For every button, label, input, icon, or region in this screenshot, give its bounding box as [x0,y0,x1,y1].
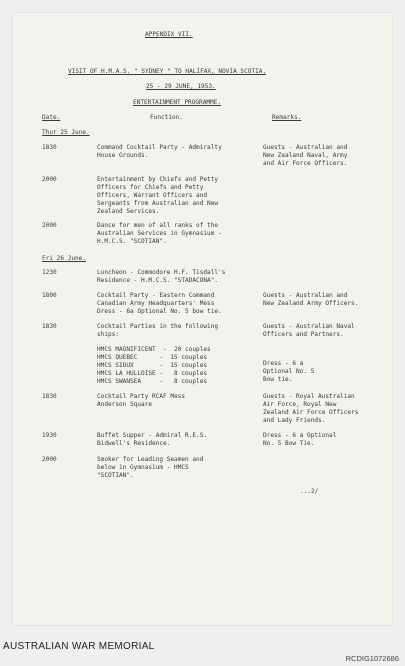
event-remarks: Guests - Australian Naval [263,323,355,330]
event-time: 1830 [42,323,57,330]
event-function: Dress - 6a Optional No. 5 bow tie. [97,308,222,315]
event-time: 1830 [42,144,57,151]
ship-allocation: HMCS SIOUX - 15 couples [97,362,208,369]
event-remarks: Guests - Australian and [263,144,348,151]
event-function: Buffet Supper - Admiral R.E.S. [97,432,208,439]
event-function: Anderson Square [97,401,153,408]
event-time: 2000 [42,456,57,463]
event-function: Australian Services in Gymnasium - [97,230,222,237]
event-function: below in Gymnasium - HMCS [97,464,189,471]
event-function: Cocktail Parties in the following [97,323,219,330]
document-title: VISIT OF H.M.A.S. " SYDNEY " TO HALIFAX, NOVIA SCOTIA. [68,68,267,75]
programme-subtitle: ENTERTAINMENT PROGRAMME. [133,99,222,106]
continuation-marker: ...2/ [300,488,319,495]
header-remarks: Remarks. [272,114,302,121]
dress-note: Dress - 6 a [263,360,304,367]
event-function: Luncheon - Commodore H.F. Tisdall's [97,269,226,276]
event-time: 1930 [42,432,57,439]
institution-label: AUSTRALIAN WAR MEMORIAL [3,641,155,652]
event-remarks: and Lady Friends. [263,417,326,424]
event-function: Sergeants from Australian and New [97,200,219,207]
event-remarks: Air Force, Royal New [263,401,337,408]
event-function: Officers, Warrant Officers and [97,192,208,199]
event-remarks: and Air Force Officers. [263,160,348,167]
event-function: Canadian Army Headquarters' Mess [97,300,215,307]
event-function: Smoker for Leading Seamen and [97,456,204,463]
event-function: House Grounds. [97,152,149,159]
event-function: Zealand Services. [97,208,160,215]
event-function: ships: [97,331,120,338]
catalogue-id: RCDIG1072686 [345,654,399,663]
event-function: Command Cocktail Party - Admiralty [97,144,222,151]
event-remarks: New Zealand Army Officers. [263,300,359,307]
event-function: Officers for Chiefs and Petty [97,184,204,191]
event-remarks: Guests - Australian and [263,292,348,299]
event-remarks: Officers and Partners. [263,331,344,338]
event-remarks: New Zealand Naval, Army [263,152,348,159]
ship-allocation: HMCS SWANSEA - 8 couples [97,378,208,385]
event-function: "SCOTIAN". [97,472,134,479]
event-function: Cocktail Party - Eastern Command [97,292,215,299]
event-function: Cocktail Party RCAF Mess [97,393,186,400]
header-date: Date. [42,114,61,121]
ship-allocation: HMCS MAGNIFICENT - 20 couples [97,346,211,353]
day-heading: Thur 25 June. [42,129,90,136]
ship-allocation: HMCS QUEBEC - 15 couples [97,354,208,361]
appendix-heading: APPENDIX VII. [145,31,193,38]
dress-note: Bow tie. [263,376,293,383]
event-time: 2000 [42,176,57,183]
event-remarks: Zealand Air Force Officers [263,409,359,416]
event-time: 1830 [42,393,57,400]
event-time: 1800 [42,292,57,299]
event-remarks: No. 5 Bow Tie. [263,440,315,447]
ship-allocation: HMCS LA HULLOISE - 8 couples [97,370,208,377]
event-time: 2000 [42,222,57,229]
event-function: Residence - H.M.C.S. "STADACONA". [97,277,219,284]
event-function: Dance for men of all ranks of the [97,222,219,229]
dress-note: Optional No. 5 [263,368,315,375]
event-remarks: Guests - Royal Australian [263,393,355,400]
document-dates: 25 - 29 JUNE, 1953. [146,83,216,90]
header-function: Function. [150,114,184,121]
event-function: H.M.C.S. "SCOTIAN". [97,238,167,245]
event-remarks: Dress - 6 a Optional [263,432,337,439]
event-time: 1230 [42,269,57,276]
day-heading: Fri 26 June. [42,255,87,262]
event-function: Bidwell's Residence. [97,440,171,447]
event-function: Entertainment by Chiefs and Petty [97,176,219,183]
